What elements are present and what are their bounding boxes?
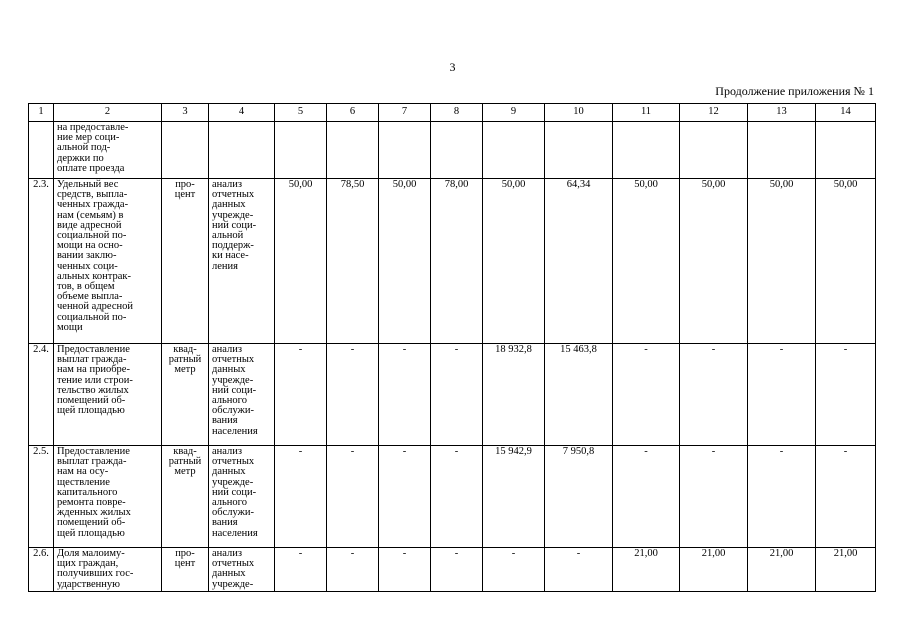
unit — [162, 122, 209, 179]
value-cell: 15 463,8 — [545, 344, 613, 446]
unit: про- цент — [162, 548, 209, 592]
column-number-row — [29, 104, 876, 122]
value-cell: 21,00 — [680, 548, 748, 592]
value-cell: 78,00 — [431, 179, 483, 344]
unit: квад- ратный метр — [162, 344, 209, 446]
value-cell — [680, 122, 748, 179]
value-cell: - — [379, 446, 431, 548]
column-header: 8 — [431, 104, 483, 122]
row-number: 2.6. — [29, 548, 54, 592]
value-cell: 50,00 — [379, 179, 431, 344]
value-cell — [816, 122, 876, 179]
value-cell: - — [379, 548, 431, 592]
value-cell — [748, 122, 816, 179]
value-cell: - — [275, 548, 327, 592]
value-cell — [545, 122, 613, 179]
column-header: 12 — [680, 104, 748, 122]
data-source: анализ отчетных данных учрежде- — [209, 548, 275, 592]
value-cell: 50,00 — [613, 179, 680, 344]
value-cell: - — [431, 548, 483, 592]
data-source: анализ отчетных данных учрежде- ний соци- ального обслужи- вания населения — [209, 446, 275, 548]
row-number: 2.3. — [29, 179, 54, 344]
value-cell — [483, 122, 545, 179]
indicator-name: Предоставление выплат гражда- нам на осу- ществление капитального ремонта повре- жденных жилых помещений об- щей площадью — [54, 446, 162, 548]
column-header: 9 — [483, 104, 545, 122]
data-source — [209, 122, 275, 179]
appendix-continuation-title: Продолжение приложения № 1 — [715, 84, 874, 98]
value-cell: 50,00 — [483, 179, 545, 344]
value-cell: 15 942,9 — [483, 446, 545, 548]
value-cell: 18 932,8 — [483, 344, 545, 446]
column-header: 2 — [54, 104, 162, 122]
value-cell: - — [275, 446, 327, 548]
value-cell — [275, 122, 327, 179]
value-cell: 21,00 — [613, 548, 680, 592]
data-source: анализ отчетных данных учрежде- ний соци- ального обслужи- вания населения — [209, 344, 275, 446]
column-header: 7 — [379, 104, 431, 122]
column-header: 14 — [816, 104, 876, 122]
value-cell: - — [327, 548, 379, 592]
value-cell: 64,34 — [545, 179, 613, 344]
page-number: 3 — [449, 60, 456, 74]
row-number — [29, 122, 54, 179]
value-cell — [613, 122, 680, 179]
data-source: анализ отчетных данных учрежде- ний соци- альной поддерж- ки насе- ления — [209, 179, 275, 344]
value-cell: - — [613, 344, 680, 446]
value-cell: 21,00 — [748, 548, 816, 592]
column-header: 4 — [209, 104, 275, 122]
value-cell: - — [327, 344, 379, 446]
table-row — [29, 122, 876, 179]
value-cell: 7 950,8 — [545, 446, 613, 548]
column-header: 10 — [545, 104, 613, 122]
column-header: 6 — [327, 104, 379, 122]
value-cell: - — [275, 344, 327, 446]
value-cell: 78,50 — [327, 179, 379, 344]
value-cell — [379, 122, 431, 179]
value-cell: - — [327, 446, 379, 548]
value-cell — [327, 122, 379, 179]
column-header: 5 — [275, 104, 327, 122]
value-cell: - — [748, 344, 816, 446]
value-cell: - — [816, 446, 876, 548]
unit: квад- ратный метр — [162, 446, 209, 548]
unit: про- цент — [162, 179, 209, 344]
column-header: 3 — [162, 104, 209, 122]
row-number: 2.5. — [29, 446, 54, 548]
value-cell: - — [680, 446, 748, 548]
column-header: 1 — [29, 104, 54, 122]
value-cell: 21,00 — [816, 548, 876, 592]
column-header: 11 — [613, 104, 680, 122]
value-cell: 50,00 — [680, 179, 748, 344]
value-cell: - — [431, 446, 483, 548]
indicator-name: на предоставле- ние мер соци- альной под- держки по оплате проезда — [54, 122, 162, 179]
indicator-name: Предоставление выплат гражда- нам на приобре- тение или строи- тельство жилых помещений об- щей площадью — [54, 344, 162, 446]
value-cell: - — [545, 548, 613, 592]
value-cell: 50,00 — [816, 179, 876, 344]
value-cell: 50,00 — [275, 179, 327, 344]
table-row — [29, 446, 876, 548]
table-row — [29, 179, 876, 344]
value-cell: - — [379, 344, 431, 446]
value-cell: - — [748, 446, 816, 548]
value-cell: - — [613, 446, 680, 548]
value-cell: - — [483, 548, 545, 592]
value-cell: - — [680, 344, 748, 446]
indicators-table — [28, 103, 876, 592]
indicator-name: Удельный вес средств, выпла- ченных гражда- нам (семьям) в виде адресной социальной по- мощи на осно- вании заклю- ченных соци- альных контрак- тов, в общем объеме выпла- ченной адресной социальной по- мощи — [54, 179, 162, 344]
value-cell: - — [431, 344, 483, 446]
value-cell — [431, 122, 483, 179]
table-row — [29, 344, 876, 446]
value-cell: 50,00 — [748, 179, 816, 344]
row-number: 2.4. — [29, 344, 54, 446]
column-header: 13 — [748, 104, 816, 122]
table-row — [29, 548, 876, 592]
indicator-name: Доля малоиму- щих граждан, получивших гос- ударственную — [54, 548, 162, 592]
value-cell: - — [816, 344, 876, 446]
